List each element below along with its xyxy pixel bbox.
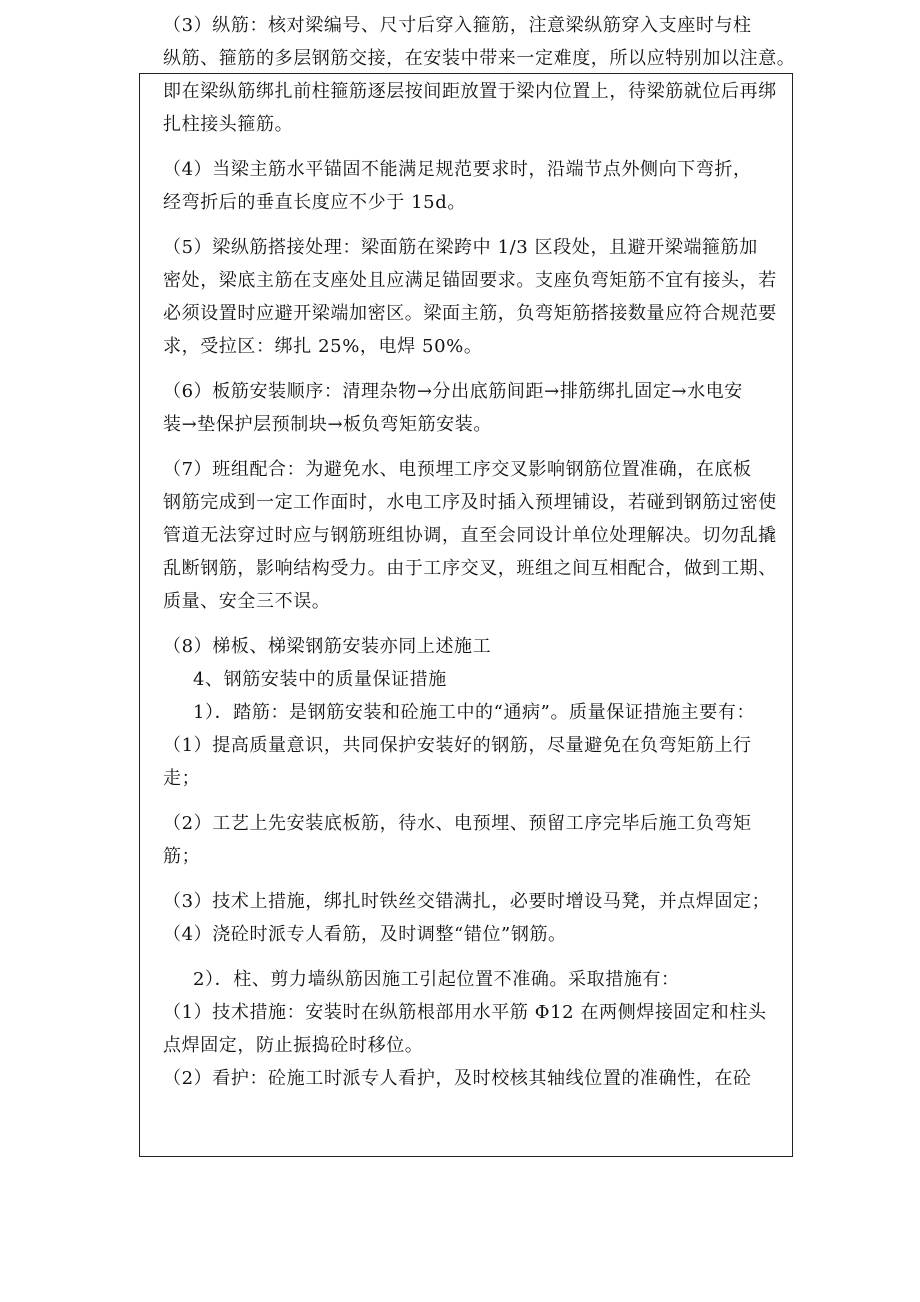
- text-line: 必须设置时应避开梁端加密区。梁面主筋，负弯矩筋搭接数量应符合规范要: [163, 303, 777, 324]
- text-line: 质量、安全三不误。: [163, 591, 331, 612]
- text-line: 管道无法穿过时应与钢筋班组协调，直至会同设计单位处理解决。切勿乱撬: [163, 525, 777, 546]
- text-line: 密处，梁底主筋在支座处且应满足锚固要求。支座负弯矩筋不宜有接头，若: [163, 270, 777, 291]
- text-line: 4、钢筋安装中的质量保证措施: [193, 669, 447, 690]
- text-line: （7）班组配合：为避免水、电预埋工序交叉影响钢筋位置准确，在底板: [163, 459, 752, 480]
- text-line: 1）．踏筋：是钢筋安装和砼施工中的“通病”。质量保证措施主要有：: [193, 702, 756, 723]
- text-line: 经弯折后的垂直长度应不少于 15d。: [163, 192, 466, 213]
- text-line: （3）纵筋：核对梁编号、尺寸后穿入箍筋，注意梁纵筋穿入支座时与柱: [163, 15, 752, 36]
- text-line: 点焊固定，防止振捣砼时移位。: [163, 1035, 424, 1056]
- text-line: （8）梯板、梯梁钢筋安装亦同上述施工: [163, 636, 492, 657]
- text-line: （4）当梁主筋水平锚固不能满足规范要求时，沿端节点外侧向下弯折，: [163, 159, 752, 180]
- text-line: （2）工艺上先安装底板筋，待水、电预埋、预留工序完毕后施工负弯矩: [163, 813, 752, 834]
- text-line: 走；: [163, 768, 201, 789]
- text-line: （1）技术措施：安装时在纵筋根部用水平筋 Φ12 在两侧焊接固定和柱头: [163, 1002, 767, 1023]
- text-line: （5）梁纵筋搭接处理：梁面筋在梁跨中 1/3 区段处，且避开梁端箍筋加: [163, 237, 758, 258]
- text-line: （3）技术上措施，绑扎时铁丝交错满扎，必要时增设马凳，并点焊固定；: [163, 891, 771, 912]
- text-line: （2）看护：砼施工时派专人看护，及时校核其轴线位置的准确性，在砼: [163, 1068, 752, 1089]
- text-line: 求，受拉区：绑扎 25%，电焊 50%。: [163, 336, 483, 357]
- text-line: 装→垫保护层预制块→板负弯矩筋安装。: [163, 414, 492, 435]
- text-line: 乱断钢筋，影响结构受力。由于工序交叉，班组之间互相配合，做到工期、: [163, 558, 777, 579]
- text-line: 筋；: [163, 846, 201, 867]
- text-line: （6）板筋安装顺序：清理杂物→分出底筋间距→排筋绑扎固定→水电安: [163, 381, 743, 402]
- text-line: 2）．柱、剪力墙纵筋因施工引起位置不准确。采取措施有：: [193, 969, 680, 990]
- text-line: 即在梁纵筋绑扎前柱箍筋逐层按间距放置于梁内位置上，待梁筋就位后再绑: [163, 81, 777, 102]
- document-frame: [139, 15, 796, 1157]
- text-line: 纵筋、箍筋的多层钢筋交接，在安装中带来一定难度，所以应特别加以注意。: [163, 48, 796, 69]
- text-line: （1）提高质量意识，共同保护安装好的钢筋，尽量避免在负弯矩筋上行: [163, 735, 752, 756]
- text-line: 扎柱接头箍筋。: [163, 114, 294, 135]
- text-line: 钢筋完成到一定工作面时，水电工序及时插入预埋铺设，若碰到钢筋过密使: [163, 492, 777, 513]
- text-line: （4）浇砼时派专人看筋，及时调整“错位”钢筋。: [163, 924, 567, 945]
